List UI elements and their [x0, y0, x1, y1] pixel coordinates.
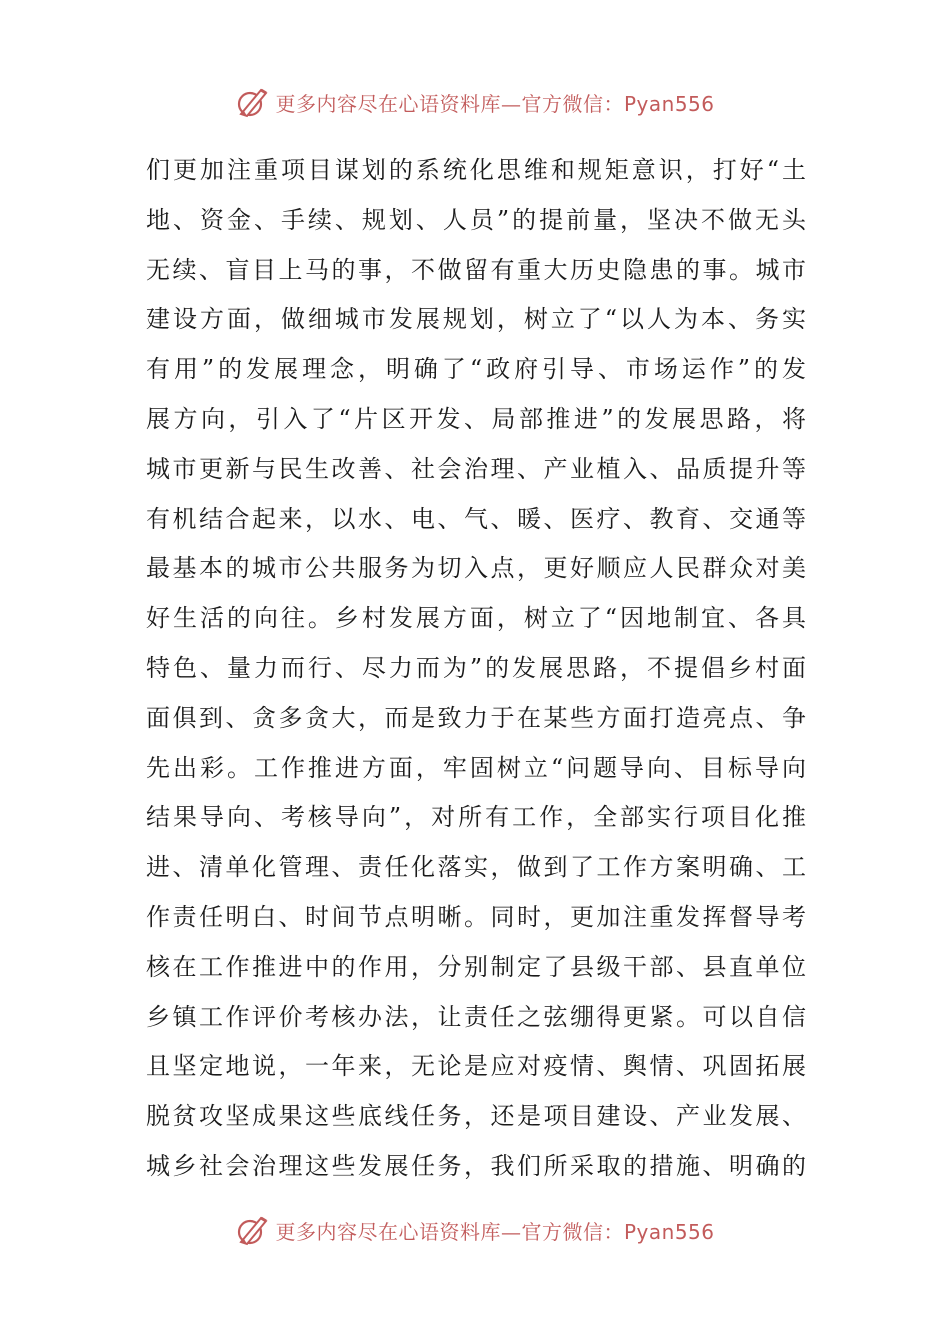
text-line: 先出彩。工作推进方面，牢固树立“问题导向、目标导向 [146, 753, 806, 782]
text-line: 展方向，引入了“片区开发、局部推进”的发展思路，将 [146, 404, 806, 433]
pen-logo-icon [235, 1212, 271, 1248]
text-line: 有用”的发展理念，明确了“政府引导、市场运作”的发 [146, 355, 806, 384]
text-line: 无续、盲目上马的事，不做留有重大历史隐患的事。城市 [146, 255, 806, 284]
text-line: 面俱到、贪多贪大，而是致力于在某些方面打造亮点、争 [146, 703, 806, 732]
text-line: 城乡社会治理这些发展任务，我们所采取的措施、明确的 [146, 1151, 806, 1180]
text-line: 特色、量力而行、尽力而为”的发展思路，不提倡乡村面 [146, 653, 806, 682]
text-line: 有机结合起来，以水、电、气、暖、医疗、教育、交通等 [146, 504, 806, 533]
text-line: 最基本的城市公共服务为切入点，更好顺应人民群众对美 [146, 554, 806, 583]
text-line: 结果导向、考核导向”，对所有工作，全部实行项目化推 [146, 803, 806, 832]
text-line: 且坚定地说，一年来，无论是应对疫情、舆情、巩固拓展 [146, 1052, 806, 1081]
footer-banner [0, 1208, 950, 1252]
text-line: 城市更新与民生改善、社会治理、产业植入、品质提升等 [146, 454, 806, 483]
text-line: 地、资金、手续、规划、人员”的提前量，坚决不做无头 [146, 205, 806, 234]
text-line: 作责任明白、时间节点明晰。同时，更加注重发挥督导考 [146, 902, 806, 931]
text-line: 好生活的向往。乡村发展方面，树立了“因地制宜、各具 [146, 604, 806, 633]
text-line: 进、清单化管理、责任化落实，做到了工作方案明确、工 [146, 853, 806, 882]
text-line: 脱贫攻坚成果这些底线任务，还是项目建设、产业发展、 [146, 1102, 806, 1131]
text-line: 乡镇工作评价考核办法，让责任之弦绷得更紧。可以自信 [146, 1002, 806, 1031]
text-line: 建设方面，做细城市发展规划，树立了“以人为本、务实 [146, 305, 806, 334]
banner-wechat-id: Pyan556 [623, 91, 715, 116]
header-banner [0, 80, 950, 124]
pen-logo-icon [235, 84, 271, 120]
banner-wechat-id: Pyan556 [623, 1219, 715, 1244]
document-body [146, 146, 806, 1192]
banner-text: 更多内容尽在心语资料库—官方微信： [275, 91, 624, 116]
text-line: 们更加注重项目谋划的系统化思维和规矩意识，打好“土 [146, 156, 806, 184]
banner-text: 更多内容尽在心语资料库—官方微信： [275, 1219, 624, 1244]
text-line: 核在工作推进中的作用，分别制定了县级干部、县直单位 [146, 952, 806, 981]
